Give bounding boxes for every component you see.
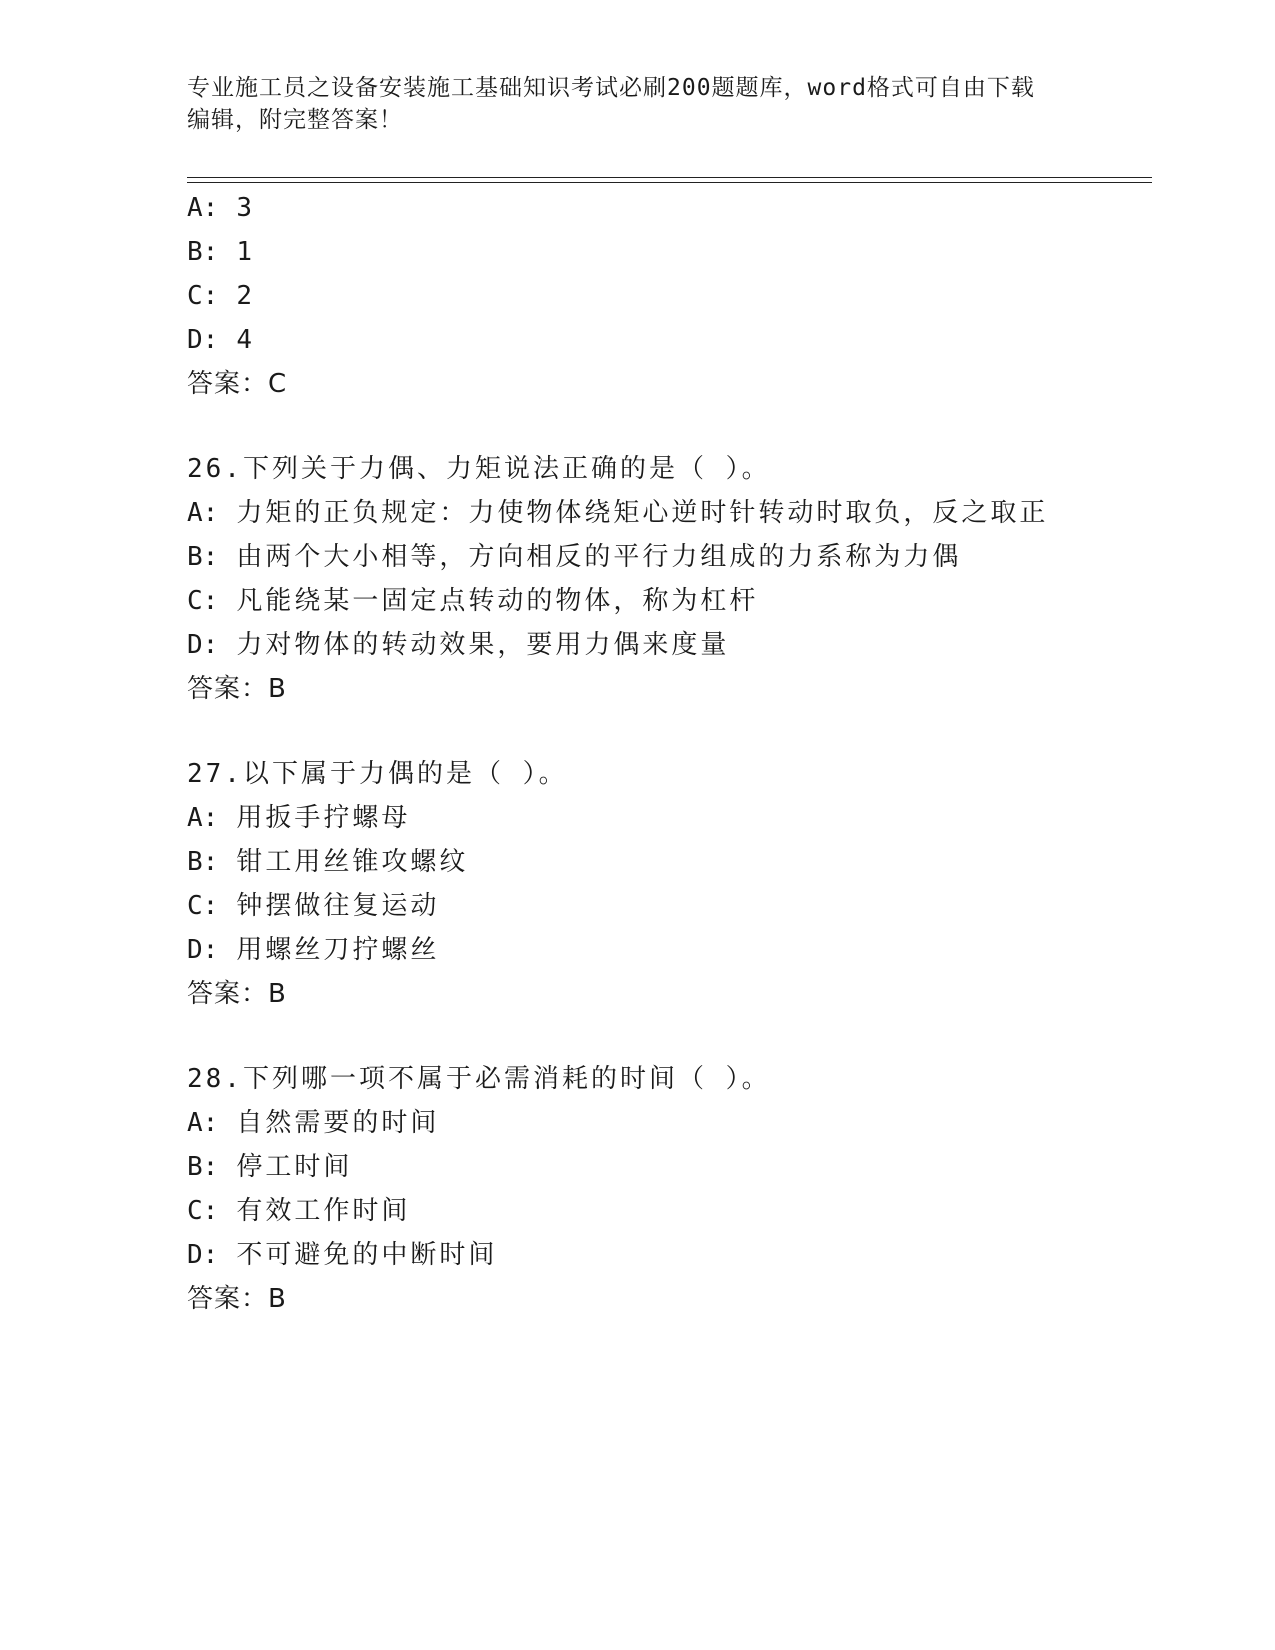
option-text: 1 — [236, 237, 255, 267]
option-text: 4 — [236, 325, 255, 355]
option-text: 有效工作时间 — [236, 1196, 411, 1226]
q27-answer: 答案：B — [187, 979, 287, 1009]
q26-option-d — [187, 629, 729, 661]
q26-option-c — [187, 585, 758, 617]
option-letter: C: — [187, 1196, 219, 1226]
option-letter: D: — [187, 630, 219, 660]
option-text: 用扳手拧螺母 — [236, 803, 411, 833]
q27-option-a — [187, 802, 410, 834]
q28-option-d — [187, 1239, 497, 1271]
option-letter: C: — [187, 891, 219, 921]
q25-option-a — [187, 192, 255, 224]
header-divider-top — [187, 177, 1152, 178]
q27-option-d — [187, 934, 439, 966]
q28-option-c — [187, 1195, 410, 1227]
q28-answer: 答案：B — [187, 1284, 287, 1314]
q26-option-b — [187, 541, 961, 573]
q26-option-a — [187, 497, 1048, 529]
header-line-1: 专业施工员之设备安装施工基础知识考试必刷200题题库，word格式可自由下载 — [187, 75, 1035, 101]
q28-option-a — [187, 1107, 439, 1139]
q28-stem: 28.下列哪一项不属于必需消耗的时间（ ）。 — [187, 1064, 771, 1094]
header-line-2: 编辑，附完整答案！ — [187, 107, 403, 133]
option-text: 力矩的正负规定：力使物体绕矩心逆时针转动时取负，反之取正 — [236, 498, 1049, 528]
q26-stem: 26.下列关于力偶、力矩说法正确的是（ ）。 — [187, 454, 771, 484]
option-text: 钟摆做往复运动 — [236, 891, 440, 921]
q27-option-c — [187, 890, 439, 922]
option-letter: B: — [187, 237, 219, 267]
option-letter: A: — [187, 498, 219, 528]
q25-answer: 答案：C — [187, 369, 288, 399]
q25-option-b — [187, 236, 255, 268]
option-text: 钳工用丝锥攻螺纹 — [236, 847, 469, 877]
option-letter: B: — [187, 542, 219, 572]
header-divider-bottom — [187, 182, 1152, 183]
option-letter: B: — [187, 1152, 219, 1182]
option-letter: B: — [187, 847, 219, 877]
option-letter: C: — [187, 586, 219, 616]
q27-stem: 27.以下属于力偶的是（ ）。 — [187, 759, 568, 789]
option-text: 自然需要的时间 — [236, 1108, 440, 1138]
option-letter: A: — [187, 193, 219, 223]
option-text: 用螺丝刀拧螺丝 — [236, 935, 440, 965]
option-text: 不可避免的中断时间 — [236, 1240, 498, 1270]
q28-option-b — [187, 1151, 352, 1183]
q26-answer: 答案：B — [187, 674, 287, 704]
option-text: 由两个大小相等，方向相反的平行力组成的力系称为力偶 — [236, 542, 962, 572]
q27-option-b — [187, 846, 468, 878]
option-letter: D: — [187, 935, 219, 965]
option-text: 力对物体的转动效果，要用力偶来度量 — [236, 630, 730, 660]
option-text: 2 — [236, 281, 255, 311]
option-text: 停工时间 — [236, 1152, 353, 1182]
option-letter: D: — [187, 1240, 219, 1270]
q25-option-c — [187, 280, 255, 312]
q25-option-d — [187, 324, 255, 356]
option-letter: A: — [187, 1108, 219, 1138]
option-text: 3 — [236, 193, 255, 223]
option-letter: C: — [187, 281, 219, 311]
option-text: 凡能绕某一固定点转动的物体，称为杠杆 — [236, 586, 759, 616]
option-letter: A: — [187, 803, 219, 833]
option-letter: D: — [187, 325, 219, 355]
document-header — [187, 72, 1067, 136]
